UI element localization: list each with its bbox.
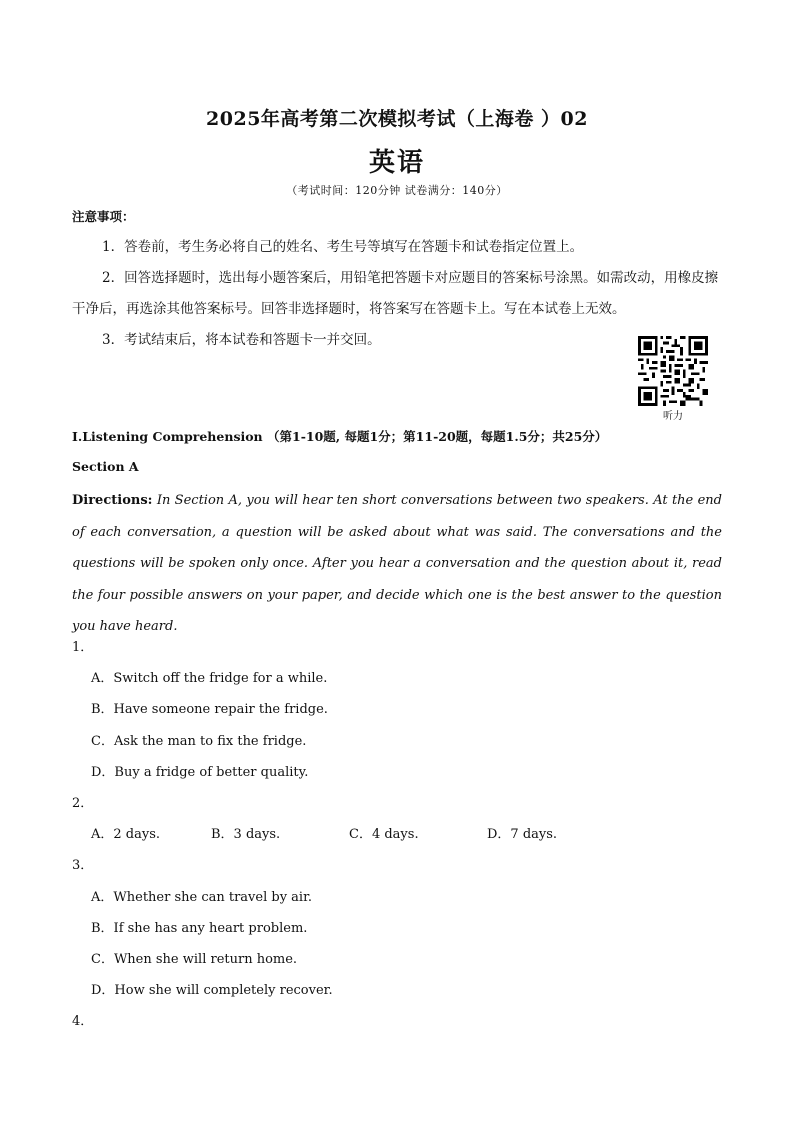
answer-option[interactable]: B．3 days. <box>211 827 281 842</box>
answer-option[interactable]: A．Switch off the fridge for a while. <box>91 671 328 686</box>
answer-option[interactable]: D．Buy a fridge of better quality. <box>91 765 309 780</box>
question-number: 2． <box>72 796 94 811</box>
section-title: Section A <box>72 459 139 474</box>
note-item <box>72 263 722 325</box>
qr-code-icon[interactable] <box>638 336 708 406</box>
question-number: 4． <box>72 1014 94 1029</box>
answer-option[interactable]: B．Have someone repair the fridge. <box>91 702 328 717</box>
directions-label: Directions: <box>72 493 153 508</box>
note-text: 1．答卷前，考生务必将自己的姓名、考生号等填写在答题卡和试卷指定位置上。 <box>102 239 584 255</box>
directions-text: In Section A, you will hear ten short conversations between two speakers. At the end of each conversation, a question will be asked about what was said. The conversations and the questions will be spoken only once. After you hear a conversation and the question about it, read the four possible answers on your paper, and decide which one is the best answer to the question you have heard. <box>72 493 722 634</box>
question-number: 1． <box>72 640 94 655</box>
answer-option[interactable]: B．If she has any heart problem. <box>91 921 308 936</box>
note-text: 2．回答选择题时，选出每小题答案后，用铅笔把答题卡对应题目的答案标号涂黑。如需改动，用橡皮擦干净后，再选涂其他答案标号。回答非选择题时，将答案写在答题卡上。写在本试卷上无效。 <box>72 270 719 317</box>
answer-option[interactable]: C．Ask the man to fix the fridge. <box>91 734 307 749</box>
answer-option[interactable]: D．How she will completely recover. <box>91 983 333 998</box>
qr-label: 听力 <box>663 411 683 422</box>
note-item <box>72 325 722 356</box>
answer-option[interactable]: A．2 days. <box>91 827 161 842</box>
exam-title: 2025年高考第二次模拟考试（上海卷 ）02 <box>206 108 588 130</box>
answer-option[interactable]: D．7 days. <box>487 827 558 842</box>
note-item <box>72 232 722 263</box>
part-title: I.Listening Comprehension （第1-10题, 每题1分；第11-20题，每题1.5分；共25分） <box>72 429 608 444</box>
answer-option[interactable]: C．4 days. <box>349 827 419 842</box>
answer-option[interactable]: A．Whether she can travel by air. <box>91 890 313 905</box>
subject-title: 英语 <box>368 148 425 178</box>
question-number: 3． <box>72 858 94 873</box>
notes-heading: 注意事项： <box>72 209 135 224</box>
time-info: （考试时间：120分钟 试卷满分：140分） <box>286 184 508 197</box>
note-text: 3．考试结束后，将本试卷和答题卡一并交回。 <box>102 332 381 348</box>
directions-paragraph <box>72 485 722 643</box>
answer-option[interactable]: C．When she will return home. <box>91 952 298 967</box>
